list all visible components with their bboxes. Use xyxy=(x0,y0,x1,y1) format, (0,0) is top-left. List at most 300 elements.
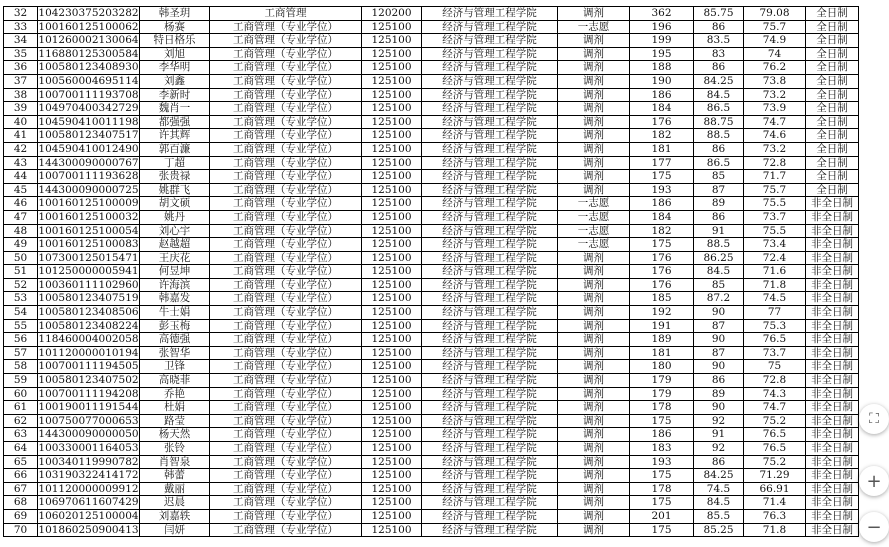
interview-score-cell: 84.25 xyxy=(694,469,744,483)
admission-type-cell: 调剂 xyxy=(558,292,630,306)
row-number-cell: 34 xyxy=(4,34,38,48)
major-name-cell: 工商管理（专业学位） xyxy=(210,20,362,34)
total-score-cell: 74.5 xyxy=(744,292,806,306)
school-name-cell: 经济与管理工程学院 xyxy=(422,428,558,442)
row-number-cell: 54 xyxy=(4,306,38,320)
major-code-cell: 125100 xyxy=(362,88,422,102)
initial-score-cell: 175 xyxy=(630,469,694,483)
interview-score-cell: 84.5 xyxy=(694,496,744,510)
exam-id-cell: 104590410012490 xyxy=(38,142,139,155)
school-name-cell: 经济与管理工程学院 xyxy=(422,455,558,469)
table-row xyxy=(4,265,859,279)
initial-score-cell: 175 xyxy=(630,496,694,510)
table-row xyxy=(4,210,859,224)
exam-id-cell: 100700111193628 xyxy=(38,170,139,183)
student-name-cell: 丁超 xyxy=(140,156,210,170)
exam-id-cell: 100580123408224 xyxy=(38,319,139,332)
total-score-cell: 76.2 xyxy=(744,61,806,75)
table-row xyxy=(4,306,859,320)
school-name-cell: 经济与管理工程学院 xyxy=(422,142,558,156)
interview-score-cell: 91 xyxy=(694,428,744,442)
exam-id-cell: 100160125100083 xyxy=(38,238,139,251)
table-row xyxy=(4,428,859,442)
student-name-cell: 卫锋 xyxy=(140,360,210,374)
interview-score-cell: 88.5 xyxy=(694,238,744,252)
total-score-cell: 66.91 xyxy=(744,482,806,496)
row-number-cell: 32 xyxy=(4,7,38,21)
interview-score-cell: 90 xyxy=(694,306,744,320)
total-score-cell: 74.7 xyxy=(744,401,806,415)
interview-score-cell: 86 xyxy=(694,20,744,34)
initial-score-cell: 196 xyxy=(630,20,694,34)
total-score-cell: 74.9 xyxy=(744,34,806,48)
school-name-cell: 经济与管理工程学院 xyxy=(422,265,558,279)
major-name-cell: 工商管理（专业学位） xyxy=(210,156,362,170)
school-name-cell: 经济与管理工程学院 xyxy=(422,47,558,61)
initial-score-cell: 179 xyxy=(630,387,694,401)
study-mode-cell: 全日制 xyxy=(806,142,859,156)
major-name-cell: 工商管理（专业学位） xyxy=(210,265,362,279)
total-score-cell: 77 xyxy=(744,306,806,320)
study-mode-cell: 非全日制 xyxy=(806,346,859,360)
study-mode-cell: 非全日制 xyxy=(806,306,859,320)
row-number-cell: 40 xyxy=(4,115,38,129)
admission-type-cell: 一志愿 xyxy=(558,238,630,252)
study-mode-cell: 非全日制 xyxy=(806,523,859,537)
total-score-cell: 75.3 xyxy=(744,319,806,333)
student-name-cell: 彭玉梅 xyxy=(140,319,210,333)
school-name-cell: 经济与管理工程学院 xyxy=(422,482,558,496)
exam-id-cell: 104590410011198 xyxy=(38,115,139,128)
initial-score-cell: 176 xyxy=(630,265,694,279)
exam-id-cell: 101260002130064 xyxy=(38,34,139,47)
student-name-cell: 赵越超 xyxy=(140,238,210,252)
major-name-cell: 工商管理（专业学位） xyxy=(210,238,362,252)
total-score-cell: 73.2 xyxy=(744,142,806,156)
study-mode-cell: 非全日制 xyxy=(806,387,859,401)
study-mode-cell: 全日制 xyxy=(806,183,859,197)
study-mode-cell: 非全日制 xyxy=(806,333,859,347)
exam-id-cell: 104970400342729 xyxy=(38,102,139,115)
exam-id-cell: 101250000005941 xyxy=(38,265,139,278)
total-score-cell: 75.7 xyxy=(744,20,806,34)
total-score-cell: 76.5 xyxy=(744,442,806,456)
school-name-cell: 经济与管理工程学院 xyxy=(422,374,558,388)
total-score-cell: 75.7 xyxy=(744,183,806,197)
student-name-cell: 韩蕾 xyxy=(140,469,210,483)
exam-id-cell: 100580123407502 xyxy=(38,374,139,387)
admission-type-cell: 调剂 xyxy=(558,251,630,265)
major-name-cell: 工商管理（专业学位） xyxy=(210,414,362,428)
student-name-cell: 高德强 xyxy=(140,333,210,347)
major-code-cell: 125100 xyxy=(362,74,422,88)
admission-type-cell: 一志愿 xyxy=(558,210,630,224)
school-name-cell: 经济与管理工程学院 xyxy=(422,34,558,48)
major-code-cell: 125100 xyxy=(362,170,422,184)
major-name-cell: 工商管理（专业学位） xyxy=(210,224,362,238)
admission-type-cell: 调剂 xyxy=(558,401,630,415)
initial-score-cell: 176 xyxy=(630,278,694,292)
row-number-cell: 49 xyxy=(4,238,38,252)
interview-score-cell: 86 xyxy=(694,142,744,156)
study-mode-cell: 全日制 xyxy=(806,156,859,170)
admission-type-cell: 调剂 xyxy=(558,455,630,469)
admission-type-cell: 调剂 xyxy=(558,34,630,48)
student-name-cell: 高晓菲 xyxy=(140,374,210,388)
study-mode-cell: 全日制 xyxy=(806,7,859,21)
interview-score-cell: 87 xyxy=(694,319,744,333)
initial-score-cell: 180 xyxy=(630,360,694,374)
interview-score-cell: 86.5 xyxy=(694,156,744,170)
major-code-cell: 125100 xyxy=(362,428,422,442)
major-name-cell: 工商管理（专业学位） xyxy=(210,210,362,224)
major-code-cell: 125100 xyxy=(362,47,422,61)
minus-icon: − xyxy=(866,516,882,538)
initial-score-cell: 193 xyxy=(630,183,694,197)
major-name-cell: 工商管理（专业学位） xyxy=(210,469,362,483)
table-row xyxy=(4,129,859,143)
fit-page-button[interactable] xyxy=(859,404,889,434)
major-name-cell: 工商管理（专业学位） xyxy=(210,428,362,442)
total-score-cell: 73.2 xyxy=(744,88,806,102)
total-score-cell: 73.4 xyxy=(744,238,806,252)
student-name-cell: 特日格乐 xyxy=(140,34,210,48)
total-score-cell: 76.5 xyxy=(744,333,806,347)
major-code-cell: 125100 xyxy=(362,346,422,360)
major-code-cell: 125100 xyxy=(362,455,422,469)
school-name-cell: 经济与管理工程学院 xyxy=(422,496,558,510)
exam-id-cell: 103190322414172 xyxy=(38,469,139,482)
interview-score-cell: 87 xyxy=(694,346,744,360)
initial-score-cell: 185 xyxy=(630,292,694,306)
major-code-cell: 125100 xyxy=(362,523,422,537)
row-number-cell: 56 xyxy=(4,333,38,347)
interview-score-cell: 90 xyxy=(694,360,744,374)
study-mode-cell: 非全日制 xyxy=(806,414,859,428)
study-mode-cell: 全日制 xyxy=(806,102,859,116)
exam-id-cell: 100160125100009 xyxy=(38,197,139,210)
row-number-cell: 35 xyxy=(4,47,38,61)
row-number-cell: 63 xyxy=(4,428,38,442)
row-number-cell: 69 xyxy=(4,509,38,523)
interview-score-cell: 84.25 xyxy=(694,74,744,88)
table-row xyxy=(4,115,859,129)
major-name-cell: 工商管理（专业学位） xyxy=(210,170,362,184)
row-number-cell: 65 xyxy=(4,455,38,469)
exam-id-cell: 101860250900413 xyxy=(38,523,139,536)
initial-score-cell: 177 xyxy=(630,156,694,170)
major-code-cell: 125100 xyxy=(362,319,422,333)
row-number-cell: 57 xyxy=(4,346,38,360)
table-row xyxy=(4,482,859,496)
initial-score-cell: 184 xyxy=(630,102,694,116)
school-name-cell: 经济与管理工程学院 xyxy=(422,360,558,374)
table-row xyxy=(4,47,859,61)
school-name-cell: 经济与管理工程学院 xyxy=(422,387,558,401)
table-row xyxy=(4,455,859,469)
interview-score-cell: 74.5 xyxy=(694,482,744,496)
major-code-cell: 125100 xyxy=(362,238,422,252)
row-number-cell: 59 xyxy=(4,374,38,388)
student-name-cell: 许海滨 xyxy=(140,278,210,292)
table-row xyxy=(4,278,859,292)
expand-arrows-icon: ⛶ xyxy=(869,411,879,427)
admission-type-cell: 调剂 xyxy=(558,265,630,279)
interview-score-cell: 88.75 xyxy=(694,115,744,129)
interview-score-cell: 87.2 xyxy=(694,292,744,306)
table-row xyxy=(4,34,859,48)
admission-type-cell: 调剂 xyxy=(558,156,630,170)
student-name-cell: 姚丹 xyxy=(140,210,210,224)
exam-id-cell: 100360111102960 xyxy=(38,278,139,291)
study-mode-cell: 非全日制 xyxy=(806,224,859,238)
school-name-cell: 经济与管理工程学院 xyxy=(422,414,558,428)
study-mode-cell: 全日制 xyxy=(806,88,859,102)
admission-type-cell: 调剂 xyxy=(558,360,630,374)
student-name-cell: 刘鑫 xyxy=(140,74,210,88)
student-name-cell: 郭百濂 xyxy=(140,142,210,156)
row-number-cell: 51 xyxy=(4,265,38,279)
major-code-cell: 125100 xyxy=(362,34,422,48)
initial-score-cell: 184 xyxy=(630,210,694,224)
major-code-cell: 125100 xyxy=(362,197,422,211)
table-row xyxy=(4,346,859,360)
major-code-cell: 125100 xyxy=(362,251,422,265)
school-name-cell: 经济与管理工程学院 xyxy=(422,74,558,88)
school-name-cell: 经济与管理工程学院 xyxy=(422,401,558,415)
school-name-cell: 经济与管理工程学院 xyxy=(422,88,558,102)
exam-id-cell: 118460004002058 xyxy=(38,333,139,346)
study-mode-cell: 全日制 xyxy=(806,115,859,129)
initial-score-cell: 192 xyxy=(630,306,694,320)
total-score-cell: 76.3 xyxy=(744,509,806,523)
initial-score-cell: 175 xyxy=(630,170,694,184)
interview-score-cell: 83 xyxy=(694,47,744,61)
school-name-cell: 经济与管理工程学院 xyxy=(422,346,558,360)
major-code-cell: 125100 xyxy=(362,210,422,224)
admission-type-cell: 调剂 xyxy=(558,469,630,483)
study-mode-cell: 非全日制 xyxy=(806,265,859,279)
zoom-out-button[interactable] xyxy=(859,512,889,542)
study-mode-cell: 非全日制 xyxy=(806,278,859,292)
major-name-cell: 工商管理（专业学位） xyxy=(210,482,362,496)
major-code-cell: 125100 xyxy=(362,482,422,496)
row-number-cell: 44 xyxy=(4,170,38,184)
total-score-cell: 74.6 xyxy=(744,129,806,143)
interview-score-cell: 84.5 xyxy=(694,88,744,102)
admission-type-cell: 调剂 xyxy=(558,88,630,102)
admission-type-cell: 调剂 xyxy=(558,183,630,197)
row-number-cell: 36 xyxy=(4,61,38,75)
major-name-cell: 工商管理（专业学位） xyxy=(210,197,362,211)
interview-score-cell: 85 xyxy=(694,170,744,184)
major-name-cell: 工商管理（专业学位） xyxy=(210,306,362,320)
exam-id-cell: 100190011191544 xyxy=(38,401,139,414)
interview-score-cell: 88.5 xyxy=(694,129,744,143)
interview-score-cell: 87 xyxy=(694,183,744,197)
student-name-cell: 闫妍 xyxy=(140,523,210,537)
major-code-cell: 125100 xyxy=(362,61,422,75)
major-code-cell: 125100 xyxy=(362,129,422,143)
major-name-cell: 工商管理（专业学位） xyxy=(210,61,362,75)
row-number-cell: 45 xyxy=(4,183,38,197)
row-number-cell: 33 xyxy=(4,20,38,34)
interview-score-cell: 84.5 xyxy=(694,265,744,279)
school-name-cell: 经济与管理工程学院 xyxy=(422,129,558,143)
interview-score-cell: 85 xyxy=(694,278,744,292)
row-number-cell: 46 xyxy=(4,197,38,211)
row-number-cell: 41 xyxy=(4,129,38,143)
interview-score-cell: 89 xyxy=(694,387,744,401)
admission-type-cell: 调剂 xyxy=(558,102,630,116)
table-row xyxy=(4,319,859,333)
admission-type-cell: 调剂 xyxy=(558,306,630,320)
major-name-cell: 工商管理（专业学位） xyxy=(210,292,362,306)
total-score-cell: 73.8 xyxy=(744,74,806,88)
interview-score-cell: 83.5 xyxy=(694,34,744,48)
student-name-cell: 韩嘉发 xyxy=(140,292,210,306)
interview-score-cell: 91 xyxy=(694,224,744,238)
table-row xyxy=(4,61,859,75)
total-score-cell: 73.7 xyxy=(744,346,806,360)
study-mode-cell: 非全日制 xyxy=(806,428,859,442)
total-score-cell: 76.5 xyxy=(744,428,806,442)
interview-score-cell: 89 xyxy=(694,197,744,211)
major-code-cell: 125100 xyxy=(362,387,422,401)
student-name-cell: 魏肖一 xyxy=(140,102,210,116)
admission-type-cell: 调剂 xyxy=(558,129,630,143)
school-name-cell: 经济与管理工程学院 xyxy=(422,224,558,238)
admission-type-cell: 调剂 xyxy=(558,61,630,75)
zoom-in-button[interactable] xyxy=(859,466,889,496)
student-name-cell: 戴丽 xyxy=(140,482,210,496)
study-mode-cell: 非全日制 xyxy=(806,360,859,374)
interview-score-cell: 85.5 xyxy=(694,509,744,523)
row-number-cell: 66 xyxy=(4,469,38,483)
school-name-cell: 经济与管理工程学院 xyxy=(422,61,558,75)
row-number-cell: 48 xyxy=(4,224,38,238)
exam-id-cell: 100160125100032 xyxy=(38,210,139,223)
table-row xyxy=(4,333,859,347)
table-row xyxy=(4,442,859,456)
major-code-cell: 125100 xyxy=(362,20,422,34)
total-score-cell: 74 xyxy=(744,47,806,61)
row-number-cell: 60 xyxy=(4,387,38,401)
school-name-cell: 经济与管理工程学院 xyxy=(422,469,558,483)
school-name-cell: 经济与管理工程学院 xyxy=(422,170,558,184)
student-name-cell: 刘嘉轶 xyxy=(140,509,210,523)
major-code-cell: 125100 xyxy=(362,360,422,374)
school-name-cell: 经济与管理工程学院 xyxy=(422,523,558,537)
admission-type-cell: 调剂 xyxy=(558,346,630,360)
initial-score-cell: 199 xyxy=(630,34,694,48)
exam-id-cell: 106970611607429 xyxy=(38,496,139,509)
table-row xyxy=(4,401,859,415)
major-code-cell: 125100 xyxy=(362,102,422,116)
major-name-cell: 工商管理（专业学位） xyxy=(210,251,362,265)
interview-score-cell: 86 xyxy=(694,61,744,75)
row-number-cell: 58 xyxy=(4,360,38,374)
admission-type-cell: 调剂 xyxy=(558,442,630,456)
major-code-cell: 125100 xyxy=(362,183,422,197)
study-mode-cell: 非全日制 xyxy=(806,251,859,265)
initial-score-cell: 201 xyxy=(630,509,694,523)
total-score-cell: 71.7 xyxy=(744,170,806,184)
row-number-cell: 47 xyxy=(4,210,38,224)
exam-id-cell: 100700111194505 xyxy=(38,360,139,373)
admission-type-cell: 调剂 xyxy=(558,142,630,156)
total-score-cell: 72.8 xyxy=(744,374,806,388)
major-code-cell: 120200 xyxy=(362,7,422,21)
initial-score-cell: 179 xyxy=(630,374,694,388)
exam-id-cell: 100580123408506 xyxy=(38,306,139,319)
study-mode-cell: 非全日制 xyxy=(806,210,859,224)
student-name-cell: 杨赛 xyxy=(140,20,210,34)
admission-type-cell: 调剂 xyxy=(558,523,630,537)
admission-type-cell: 调剂 xyxy=(558,278,630,292)
study-mode-cell: 非全日制 xyxy=(806,442,859,456)
interview-score-cell: 85.75 xyxy=(694,7,744,21)
admission-type-cell: 调剂 xyxy=(558,319,630,333)
major-code-cell: 125100 xyxy=(362,224,422,238)
major-code-cell: 125100 xyxy=(362,401,422,415)
initial-score-cell: 183 xyxy=(630,442,694,456)
initial-score-cell: 186 xyxy=(630,88,694,102)
table-row xyxy=(4,523,859,537)
table-row xyxy=(4,88,859,102)
major-code-cell: 125100 xyxy=(362,278,422,292)
row-number-cell: 39 xyxy=(4,102,38,116)
table-row xyxy=(4,197,859,211)
table-row xyxy=(4,156,859,170)
interview-score-cell: 92 xyxy=(694,414,744,428)
school-name-cell: 经济与管理工程学院 xyxy=(422,306,558,320)
student-name-cell: 迟晨 xyxy=(140,496,210,510)
initial-score-cell: 188 xyxy=(630,61,694,75)
major-code-cell: 125100 xyxy=(362,292,422,306)
row-number-cell: 38 xyxy=(4,88,38,102)
major-name-cell: 工商管理（专业学位） xyxy=(210,333,362,347)
exam-id-cell: 100160125100062 xyxy=(38,20,139,33)
school-name-cell: 经济与管理工程学院 xyxy=(422,442,558,456)
major-code-cell: 125100 xyxy=(362,442,422,456)
interview-score-cell: 86 xyxy=(694,210,744,224)
row-number-cell: 42 xyxy=(4,142,38,156)
study-mode-cell: 非全日制 xyxy=(806,197,859,211)
student-name-cell: 许其辉 xyxy=(140,129,210,143)
student-name-cell: 李新时 xyxy=(140,88,210,102)
initial-score-cell: 178 xyxy=(630,401,694,415)
major-code-cell: 125100 xyxy=(362,156,422,170)
exam-id-cell: 144300090000050 xyxy=(38,428,139,441)
school-name-cell: 经济与管理工程学院 xyxy=(422,183,558,197)
exam-id-cell: 100330001164053 xyxy=(38,442,139,454)
major-name-cell: 工商管理（专业学位） xyxy=(210,496,362,510)
total-score-cell: 71.6 xyxy=(744,265,806,279)
total-score-cell: 72.4 xyxy=(744,251,806,265)
student-name-cell: 刘旭 xyxy=(140,47,210,61)
initial-score-cell: 175 xyxy=(630,238,694,252)
initial-score-cell: 175 xyxy=(630,414,694,428)
major-name-cell: 工商管理（专业学位） xyxy=(210,34,362,48)
total-score-cell: 75.5 xyxy=(744,224,806,238)
study-mode-cell: 全日制 xyxy=(806,170,859,184)
exam-id-cell: 104230375203282 xyxy=(38,7,139,19)
total-score-cell: 71.4 xyxy=(744,496,806,510)
school-name-cell: 经济与管理工程学院 xyxy=(422,509,558,523)
row-number-cell: 64 xyxy=(4,442,38,456)
school-name-cell: 经济与管理工程学院 xyxy=(422,197,558,211)
